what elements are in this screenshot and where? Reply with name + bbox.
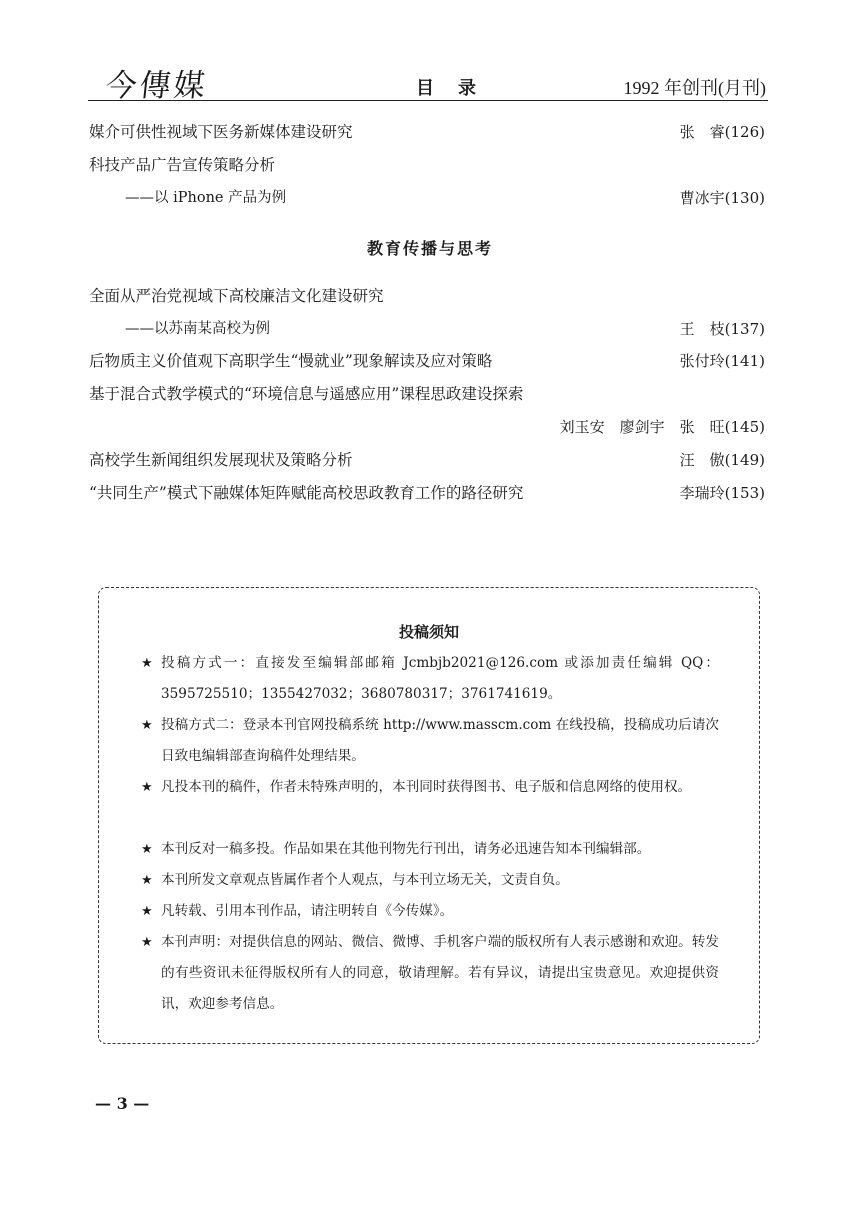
notice-title: 投稿须知 xyxy=(398,623,459,641)
star-icon: ★ xyxy=(141,656,153,671)
notice-text: 投稿方式二：登录本刊官网投稿系统 http://www.masscm.com 在线投稿，投稿成功后请次日致电编辑部查询稿件处理结果。 xyxy=(161,717,719,764)
notice-text: 本刊所发文章观点皆属作者个人观点，与本刊立场无关，文责自负。 xyxy=(161,872,569,888)
journal-logo: 今傳媒 xyxy=(103,68,210,104)
notice-text: 本刊反对一稿多投。作品如果在其他刊物先行刊出，请务必迅速告知本刊编辑部。 xyxy=(161,841,651,857)
notice-item xyxy=(141,896,719,927)
notice-text: 投稿方式一：直接发至编辑部邮箱 Jcmbjb2021@126.com 或添加责任编辑 QQ：3595725510；1355427032；3680780317；3761741619。 xyxy=(161,655,719,702)
toc-author-page: 李瑞玲(153) xyxy=(679,484,765,502)
star-icon: ★ xyxy=(141,873,153,888)
publication-info: 1992 年创刊(月刊) xyxy=(623,78,766,98)
toc-title: 科技产品广告宣传策略分析 xyxy=(89,156,276,174)
toc-author-page: 曹冰宇(130) xyxy=(679,189,765,207)
toc-author-page: 刘玉安 廖剑宇 张 旺(145) xyxy=(559,418,765,436)
page-header xyxy=(88,58,768,104)
toc-entry[interactable] xyxy=(89,318,765,340)
toc-title: 媒介可供性视域下医务新媒体建设研究 xyxy=(89,123,353,141)
notice-text: 本刊声明：对提供信息的网站、微信、微博、手机客户端的版权所有人表示感谢和欢迎。转发的有些资讯未征得版权所有人的同意，敬请理解。若有异议，请提出宝贵意见。欢迎提供资讯，欢迎参考信息。 xyxy=(161,934,719,1012)
page-number: — 3 — xyxy=(95,1094,150,1113)
toc-subtitle: ——以 iPhone 产品为例 xyxy=(125,190,287,206)
toc-entry[interactable] xyxy=(89,154,765,176)
notice-item xyxy=(141,927,719,1020)
toc-title: 基于混合式教学模式的“环境信息与遥感应用”课程思政建设探索 xyxy=(89,385,524,403)
toc-title: 全面从严治党视域下高校廉洁文化建设研究 xyxy=(89,287,384,305)
toc-entry[interactable] xyxy=(89,482,765,504)
section-title: 目录 xyxy=(416,78,500,99)
toc-entry[interactable] xyxy=(89,449,765,471)
toc-author-page: 王 枝(137) xyxy=(679,320,765,338)
submission-notice-box xyxy=(98,587,760,1044)
toc-title: “共同生产”模式下融媒体矩阵赋能高校思政教育工作的路径研究 xyxy=(89,484,524,502)
star-icon: ★ xyxy=(141,935,153,950)
notice-item xyxy=(141,834,719,865)
notice-text: 凡投本刊的稿件，作者未特殊声明的，本刊同时获得图书、电子版和信息网络的使用权。 xyxy=(161,779,692,795)
toc-title: 高校学生新闻组织发展现状及策略分析 xyxy=(89,451,353,469)
toc-entry[interactable] xyxy=(89,416,765,438)
star-icon: ★ xyxy=(141,904,153,919)
star-icon: ★ xyxy=(141,780,153,795)
star-icon: ★ xyxy=(141,718,153,733)
notice-text: 凡转载、引用本刊作品，请注明转自《今传媒》。 xyxy=(161,903,454,919)
toc-subtitle: ——以苏南某高校为例 xyxy=(125,321,270,337)
toc-author-page: 张 睿(126) xyxy=(679,123,765,141)
star-icon: ★ xyxy=(141,842,153,857)
notice-item xyxy=(141,865,719,896)
section-heading: 教育传播与思考 xyxy=(366,239,493,258)
notice-item xyxy=(141,772,719,803)
toc-author-page: 汪 傲(149) xyxy=(679,451,765,469)
notice-item xyxy=(141,648,719,710)
toc-entry[interactable] xyxy=(89,285,765,307)
toc-entry[interactable] xyxy=(89,187,765,209)
toc-author-page: 张付玲(141) xyxy=(679,352,765,370)
notice-item xyxy=(141,710,719,772)
toc-entry[interactable] xyxy=(89,121,765,143)
toc-entry[interactable] xyxy=(89,350,765,372)
toc-entry[interactable] xyxy=(89,383,765,405)
toc-title: 后物质主义价值观下高职学生“慢就业”现象解读及应对策略 xyxy=(89,352,493,370)
